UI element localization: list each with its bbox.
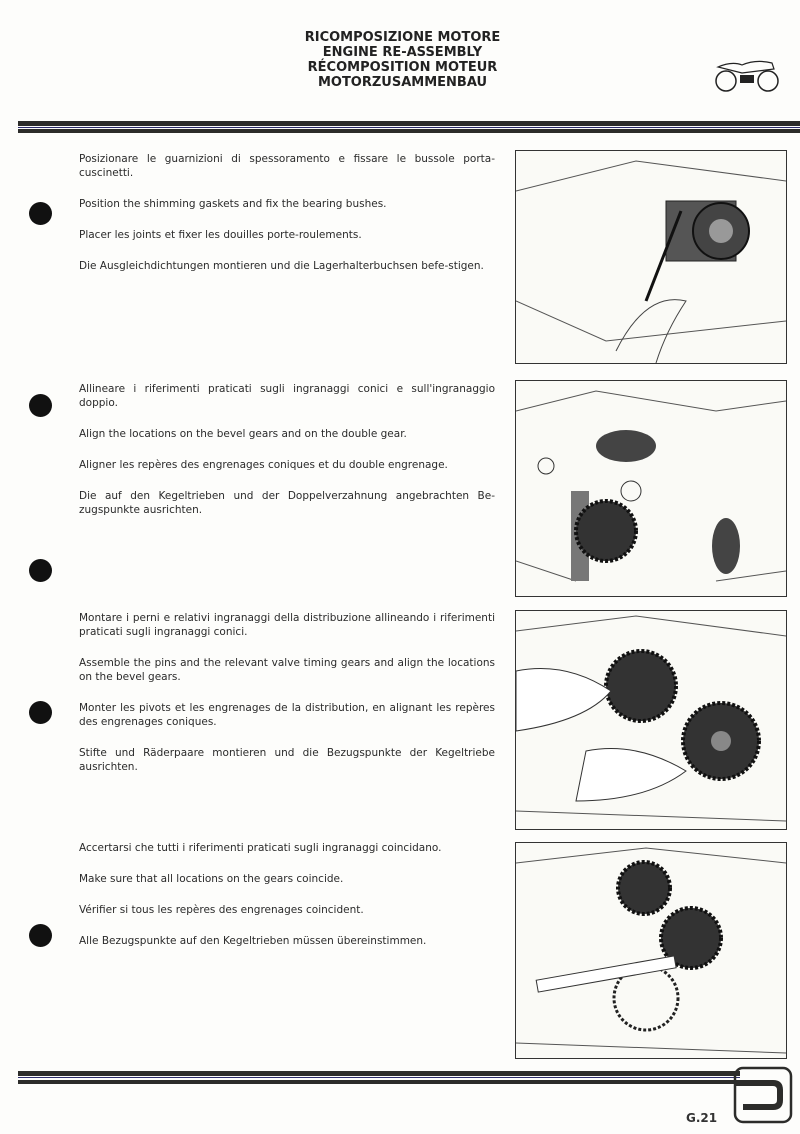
title-en: ENGINE RE-ASSEMBLY	[322, 45, 483, 60]
binder-hole	[29, 924, 52, 947]
text-fr: Monter les pivots et les engrenages de la distribution, en alignant les repères des engrenages coniques.	[79, 702, 495, 728]
text-en: Position the shimming gaskets and fix the bearing bushes.	[79, 198, 387, 210]
bevel-gears-drawing	[516, 381, 786, 596]
instruction-block-3	[79, 611, 495, 791]
bearing-bush-drawing	[516, 151, 786, 363]
page-number: G.21	[686, 1111, 718, 1125]
illustration-gear-alignment	[515, 842, 787, 1059]
text-it: Montare i perni e relativi ingranaggi della distribuzione allineando i riferimenti praticati sugli ingranaggi conici.	[79, 612, 495, 638]
text-it: Accertarsi che tutti i riferimenti praticati sugli ingranaggi coincidano.	[79, 842, 442, 854]
illustration-bearing-bush	[515, 150, 787, 364]
text-de: Stifte und Räderpaare montieren und die Bezugspunkte der Kegeltriebe ausrichten.	[79, 747, 495, 773]
illustration-bevel-gears	[515, 380, 787, 597]
binder-hole	[29, 559, 52, 582]
text-en: Align the locations on the bevel gears and on the double gear.	[79, 428, 407, 440]
title-it: RICOMPOSIZIONE MOTORE	[304, 30, 501, 45]
title-de: MOTORZUSAMMENBAU	[317, 75, 488, 90]
page-title	[300, 30, 505, 90]
text-de: Die auf den Kegeltrieben und der Doppelverzahnung angebrachten Be-zugspunkte ausrichten.	[79, 490, 495, 516]
instruction-block-1	[79, 152, 495, 290]
motorcycle-icon	[712, 57, 782, 93]
gear-alignment-drawing	[516, 843, 786, 1058]
text-it: Allineare i riferimenti praticati sugli ingranaggi conici e sull'ingranaggio doppio.	[79, 383, 495, 409]
header-rule	[18, 121, 800, 126]
text-fr: Placer les joints et fixer les douilles porte-roulements.	[79, 229, 362, 241]
text-it: Posizionare le guarnizioni di spessoramento e fissare le bussole porta-cuscinetti.	[79, 153, 495, 179]
footer-rule-line	[18, 1077, 740, 1078]
binder-hole	[29, 701, 52, 724]
binder-hole	[29, 394, 52, 417]
header-rule-line	[18, 127, 800, 128]
illustration-timing-gears	[515, 610, 787, 830]
text-de: Die Ausgleichdichtungen montieren und die Lagerhalterbuchsen befe-stigen.	[79, 260, 484, 272]
brand-logo-icon	[733, 1066, 793, 1124]
text-fr: Aligner les repères des engrenages coniques et du double engrenage.	[79, 459, 448, 471]
timing-gears-drawing	[516, 611, 786, 829]
text-de: Alle Bezugspunkte auf den Kegeltrieben müssen übereinstimmen.	[79, 935, 427, 947]
instruction-block-2	[79, 382, 495, 534]
text-en: Assemble the pins and the relevant valve timing gears and align the locations on the bevel gears.	[79, 657, 495, 683]
binder-hole	[29, 202, 52, 225]
text-fr: Vérifier si tous les repères des engrenages coincident.	[79, 904, 364, 916]
footer-rule	[18, 1080, 740, 1084]
title-fr: RÉCOMPOSITION MOTEUR	[307, 60, 498, 75]
text-en: Make sure that all locations on the gears coincide.	[79, 873, 344, 885]
header-rule	[18, 129, 800, 133]
footer-rule	[18, 1071, 740, 1076]
instruction-block-4	[79, 841, 495, 965]
